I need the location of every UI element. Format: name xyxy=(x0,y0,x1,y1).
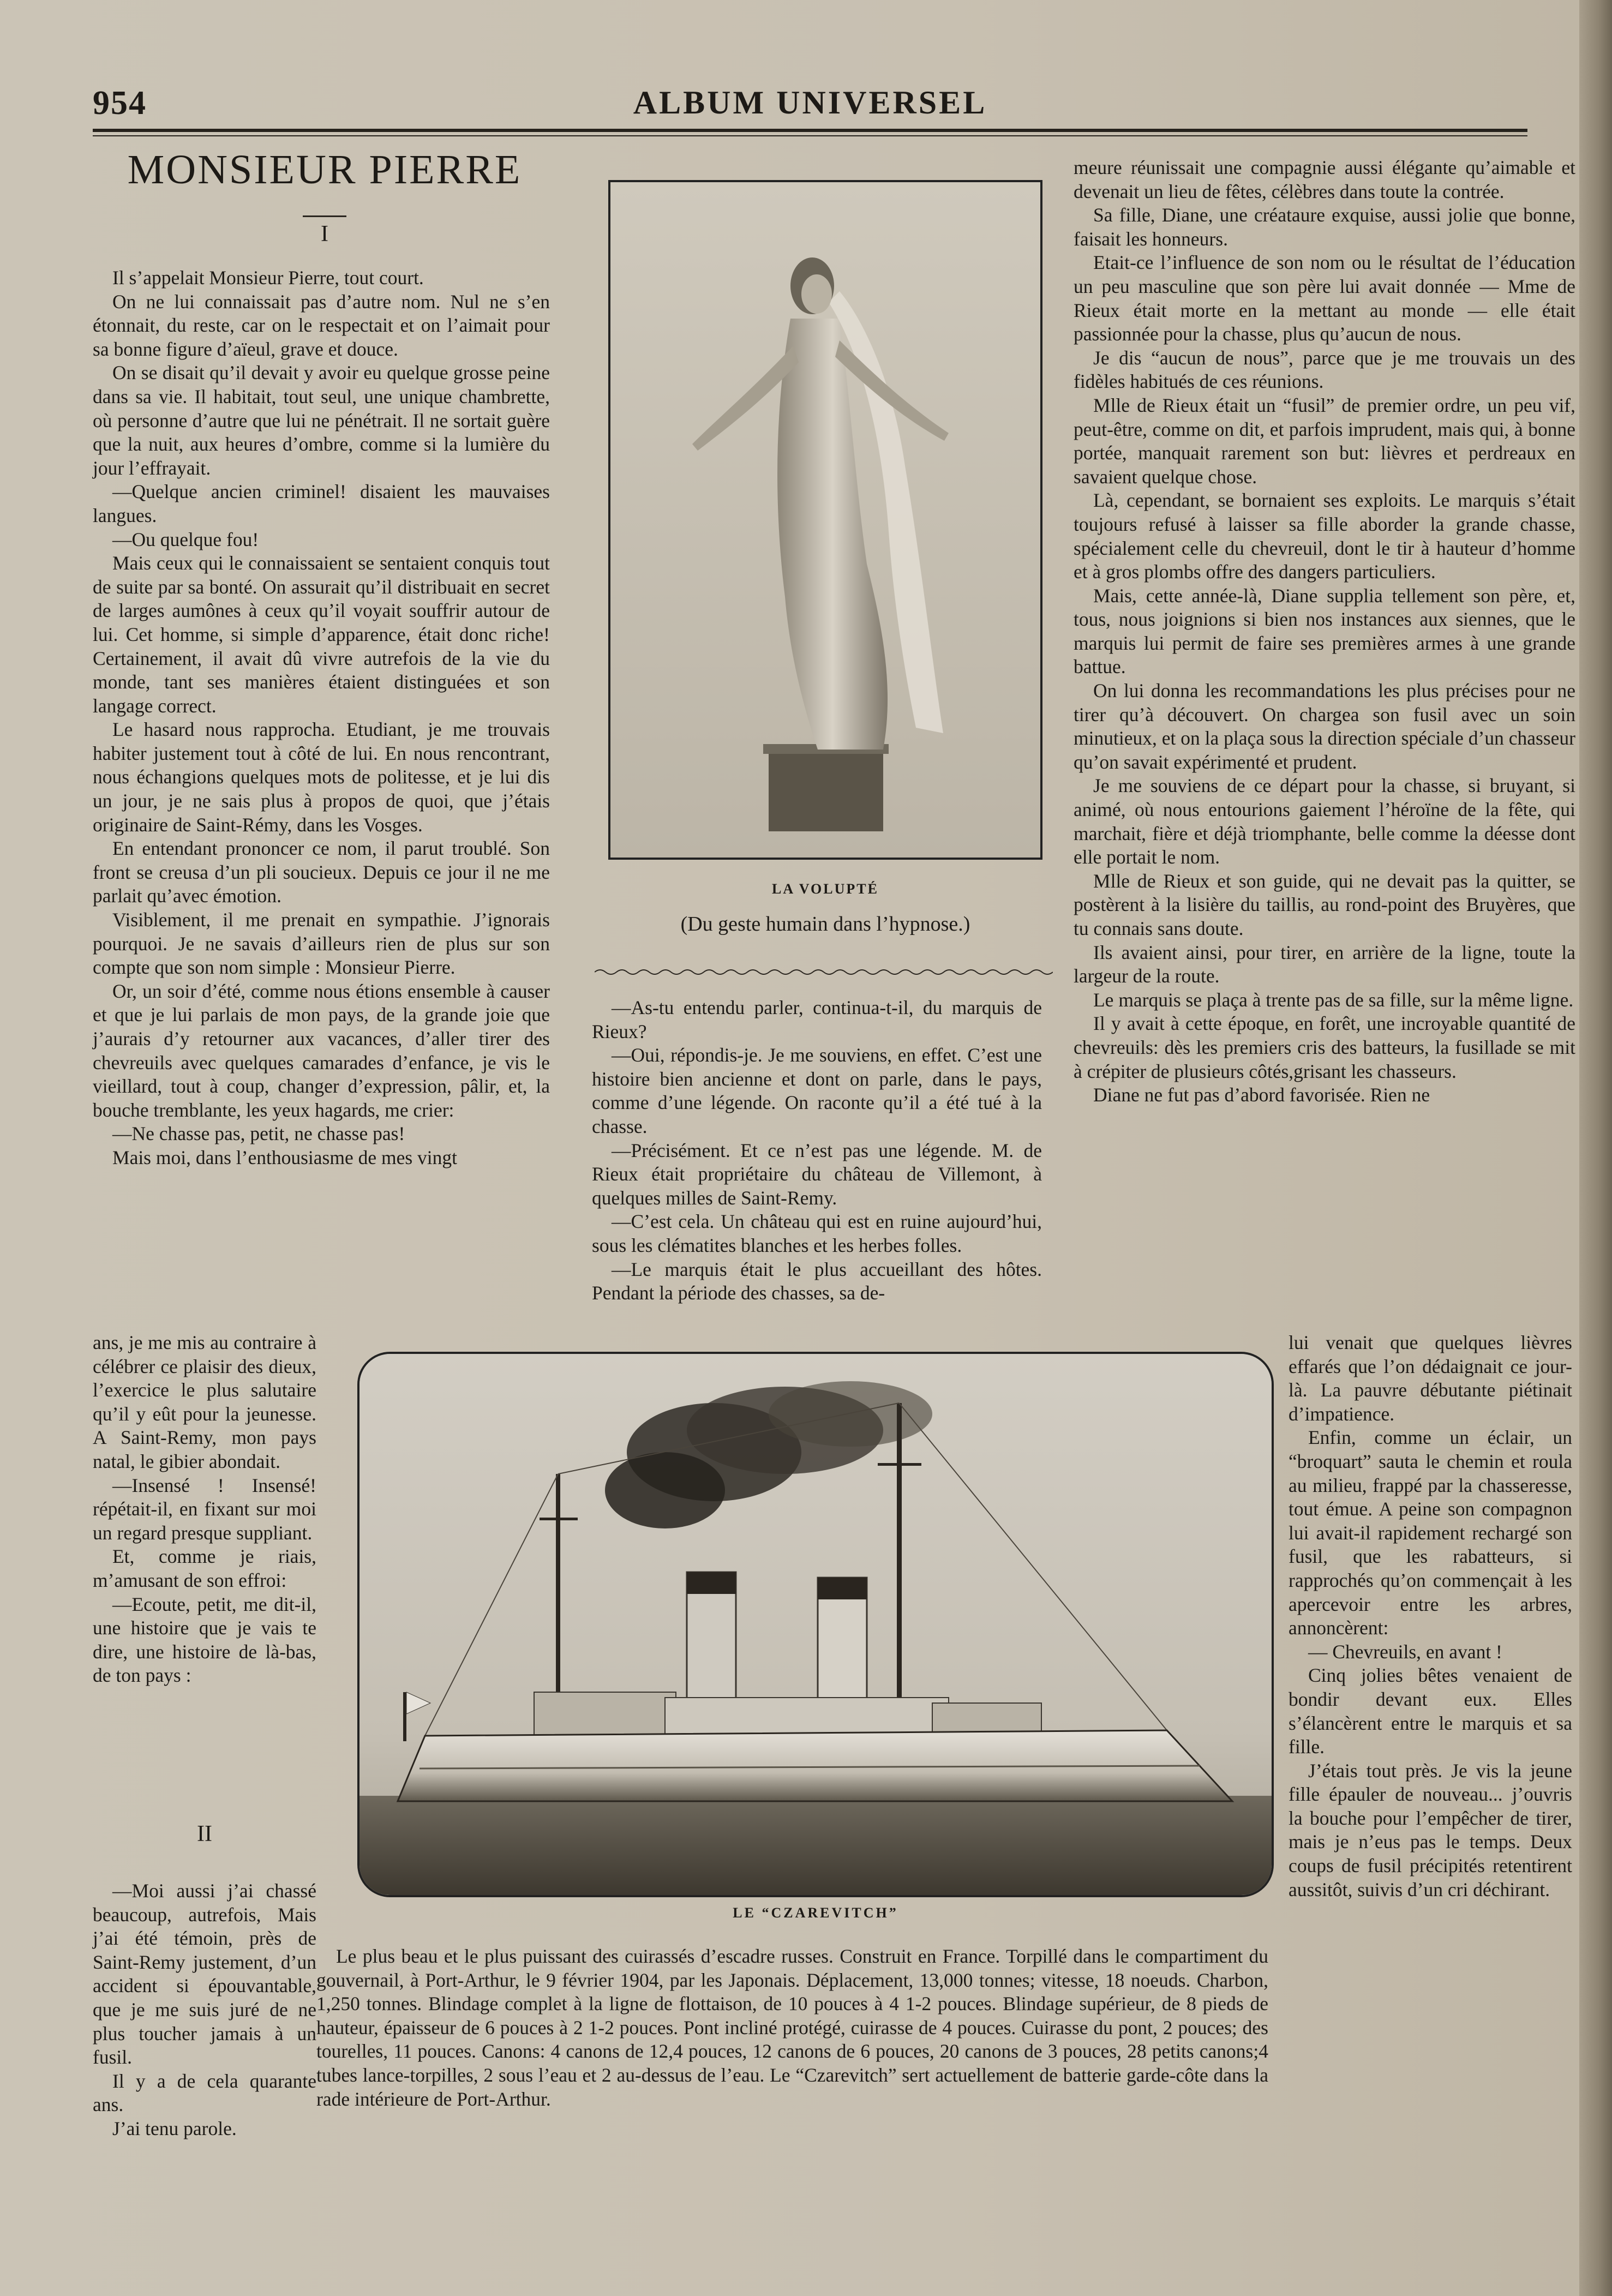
figure-1-subcaption: (Du geste humain dans l’hypnose.) xyxy=(680,913,970,936)
paragraph: —Ecoute, petit, me dit-il, une histoire que je vais te dire, une histoire de là-bas, de ton pays : xyxy=(93,1593,316,1687)
paragraph: Etait-ce l’influence de son nom ou le résultat de l’éducation un peu masculine que son père lui avait donnée — Mme de Rieux était morte en la mettant au monde — elle était passionnée pour la chasse, plus qu’aucun de nous. xyxy=(1074,251,1575,345)
paragraph: Il y a de cela quarante ans. xyxy=(93,2070,316,2116)
figure-la-volupte xyxy=(608,180,1042,860)
paragraph: Ils avaient ainsi, pour tirer, en arrière de la ligne, toute la largeur de la route. xyxy=(1074,941,1575,987)
paragraph: —As-tu entendu parler, continua-t-il, du marquis de Rieux? xyxy=(592,997,1042,1042)
statue-illustration xyxy=(610,182,1040,858)
paragraph: Le hasard nous rapprocha. Etudiant, je me trouvais habiter justement tout à côté de lui. En nous rencontrant, nous échangions quelques mots de politesse, et je lui dis un jour, je ne sais plus à propos de quoi, que j’étais originaire de Saint-Rémy, dans les Vosges. xyxy=(93,718,550,836)
article-title: MONSIEUR PIERRE xyxy=(127,147,522,193)
paragraph: —Ou quelque fou! xyxy=(112,528,259,550)
paragraph: —Oui, répondis-je. Je me souviens, en effet. C’est une histoire bien ancienne et dont on parle, dans le pays, comme d’une légende. On raconte qu’il a été tué à la chasse. xyxy=(592,1044,1042,1137)
paragraph: J’étais tout près. Je vis la jeune fille épauler de nouveau... j’ouvris la bouche pour l’empêcher de tirer, mais je n’eus pas le temps. Deux coups de fusil précipités retentirent aussitôt, suivis d’un cri déchirant. xyxy=(1289,1759,1572,1901)
paragraph: —Ne chasse pas, petit, ne chasse pas! xyxy=(112,1123,405,1145)
column-1-narrow-text-2 xyxy=(93,1879,316,2141)
paragraph: Mais moi, dans l’enthousiasme de mes vingt xyxy=(112,1146,458,1168)
paragraph: Mais ceux qui le connaissaient se sentaient conquis tout de suite par sa bonté. On assurait qu’il distribuait en secret de larges aumônes à ceux qu’il voyait souffrir autour de lui. Cet homme, si simple d’apparence, était donc riche! Certainement, il avait dû vivre autrefois de la vie du monde, tant ses manières étaient distinguées et son langage correct. xyxy=(93,552,550,717)
paragraph: Diane ne fut pas d’abord favorisée. Rien ne xyxy=(1093,1084,1430,1106)
column-3-narrow-text xyxy=(1289,1331,1572,1902)
paragraph: Je me souviens de ce départ pour la chasse, si bruyant, si animé, où nous entourions gaiement l’héroïne de la fête, qui marchait, fière et déjà triomphante, belle comme la déesse dont elle portait le nom. xyxy=(1074,775,1575,868)
paragraph: Mlle de Rieux était un “fusil” de premier ordre, un peu vif, peut-être, comme on dit, et parfois imprudent, mais qui, à bonne portée, manquait rarement son but: lièvres et perdreaux en savaient quelque chose. xyxy=(1074,394,1575,488)
paragraph: ans, je me mis au contraire à célébrer ce plaisir des dieux, l’exercice le plus salutaire qu’il y eût pour la jeunesse. A Saint-Remy, mon pays natal, le gibier abondait. xyxy=(93,1332,316,1472)
paragraph: Et, comme je riais, m’amusant de son effroi: xyxy=(93,1545,316,1591)
paragraph: —C’est cela. Un château qui est en ruine aujourd’hui, sous les clématites blanches et les herbes folles. xyxy=(592,1210,1042,1256)
paragraph: — Chevreuils, en avant ! xyxy=(1308,1640,1502,1663)
header-rule-thin xyxy=(93,135,1527,136)
paragraph: Je dis “aucun de nous”, parce que je me trouvais un des fidèles habitués de ces réunions. xyxy=(1074,346,1575,393)
paragraph: Sa fille, Diane, une créataure exquise, aussi jolie que bonne, faisait les honneurs. xyxy=(1074,204,1575,250)
paragraph: —Quelque ancien criminel! disaient les mauvaises langues. xyxy=(93,481,550,526)
paragraph: J’ai tenu parole. xyxy=(112,2117,237,2139)
paragraph: Le marquis se plaça à trente pas de sa fille, sur la même ligne. xyxy=(1093,988,1574,1011)
figure-1-caption: LA VOLUPTÉ xyxy=(772,881,879,897)
title-divider xyxy=(303,215,346,217)
paragraph: On se disait qu’il devait y avoir eu quelque grosse peine dans sa vie. Il habitait, tout seul, une unique chambrette, où personne d’autre que lui ne pénétrait. Il ne sortait guère que la nuit, aux heures d’ombre, comme si la lumière du jour l’effrayait. xyxy=(93,362,550,479)
figure-2-caption: LE “CZAREVITCH” xyxy=(733,1905,898,1921)
section-number-2: II xyxy=(197,1821,212,1847)
paragraph: En entendant prononcer ce nom, il parut troublé. Son front se creusa d’un pli soucieux. Depuis ce jour il ne me parlait qu’avec émotion. xyxy=(93,837,550,907)
figure-czarevitch xyxy=(357,1352,1274,1897)
page-spine xyxy=(1579,0,1612,2296)
wavy-divider xyxy=(595,968,1053,976)
header-rule xyxy=(93,129,1527,132)
paragraph: lui venait que quelques lièvres effarés que l’on dédaignait ce jour-là. La pauvre débutante piétinait d’impatience. xyxy=(1289,1332,1572,1425)
section-number-1: I xyxy=(321,221,328,247)
paragraph: Mlle de Rieux et son guide, qui ne devait pas la quitter, se postèrent à la lisière du taillis, au rond-point des Bruyères, que tu connais sans doute. xyxy=(1074,870,1575,939)
column-2-text xyxy=(592,996,1042,1305)
paragraph: meure réunissait une compagnie aussi élégante qu’aimable et devenait un lieu de fêtes, célèbres dans toute la contrée. xyxy=(1074,157,1575,202)
page-number: 954 xyxy=(93,85,147,122)
paragraph: Or, un soir d’été, comme nous étions ensemble à causer et que je lui parlais de mon pays, de la grande joie que j’aurais d’y retourner aux vacances, d’aller tirer des chevreuils avec quelques camarades d’enfance, je vis le vieillard, tout à coup, changer d’expression, pâlir, et, la bouche tremblante, les yeux hagards, me crier: xyxy=(93,980,550,1121)
column-1-narrow-text xyxy=(93,1331,316,1688)
paragraph: —Le marquis était le plus accueillant des hôtes. Pendant la période des chasses, sa de- xyxy=(592,1258,1042,1304)
paragraph: —Insensé ! Insensé! répétait-il, en fixant sur moi un regard presque suppliant. xyxy=(93,1474,316,1544)
battleship-photo xyxy=(359,1354,1272,1895)
paragraph: —Moi aussi j’ai chassé beaucoup, autrefois, Mais j’ai été témoin, près de Saint-Remy justement, d’un accident si épouvantable, que je me suis juré de ne plus toucher jamais à un fusil. xyxy=(93,1880,316,2069)
paragraph: —Précisément. Et ce n’est pas une légende. M. de Rieux était propriétaire du château de Villemont, à quelques milles de Saint-Remy. xyxy=(592,1139,1042,1209)
column-1-text xyxy=(93,266,550,1170)
publication-title: ALBUM UNIVERSEL xyxy=(633,85,987,121)
column-3-text xyxy=(1074,156,1575,1107)
paragraph: Cinq jolies bêtes venaient de bondir devant eux. Elles s’élancèrent entre le marquis et sa fille. xyxy=(1289,1664,1572,1758)
paragraph: Visiblement, il me prenait en sympathie. J’ignorais pourquoi. Je ne savais d’ailleurs rien de plus sur son compte que son nom simple : Monsieur Pierre. xyxy=(93,909,550,979)
paragraph: On ne lui connaissait pas d’autre nom. Nul ne s’en étonnait, du reste, car on le respectait et on l’aimait pour sa bonne figure d’aïeul, grave et douce. xyxy=(93,290,550,360)
paragraph: Mais, cette année-là, Diane supplia tellement son père, et, tous, nous joignions si bien nos instances aux siennes, que le marquis lui permit de faire ses premières armes à une grande battue. xyxy=(1074,584,1575,678)
paragraph: Il s’appelait Monsieur Pierre, tout court. xyxy=(112,267,424,289)
page-header xyxy=(93,82,1527,125)
paragraph: Enfin, comme un éclair, un “broquart” sauta le chemin et roula au milieu, frappé par la chasseresse, tout émue. A peine son compagnon lui avait-il rapidement rechargé son fusil, que les rabatteurs, si rapprochés qu’on commençait à les apercevoir entre les arbres, annoncèrent: xyxy=(1289,1426,1572,1639)
paragraph: Là, cependant, se bornaient ses exploits. Le marquis s’était toujours refusé à laisser sa fille aborder la grande chasse, spécialement celle du chevreuil, dont le tir à hauteur d’homme et à gros plombs offre des dangers particuliers. xyxy=(1074,489,1575,583)
ship-description xyxy=(316,1945,1268,2111)
paragraph: On lui donna les recommandations les plus précises pour ne tirer qu’à découvert. On chargea son fusil avec un soin minutieux, et on la plaça sous la direction spéciale d’un chasseur qu’on savait expérimenté et prudent. xyxy=(1074,680,1575,773)
paragraph: Il y avait à cette époque, en forêt, une incroyable quantité de chevreuils: dès les premiers cris des batteurs, la fusillade se mit à crépiter de plusieurs côtés,grisant les chasseurs. xyxy=(1074,1012,1575,1082)
paragraph: Le plus beau et le plus puissant des cuirassés d’escadre russes. Construit en France. Torpillé dans le compartiment du gouvernail, à Port-Arthur, le 9 février 1904, par les Japonais. Déplacement, 13,000 tonnes; vitesse, 18 noeuds. Charbon, 1,250 tonnes. Blindage complet à la ligne de flottaison, de 10 pouces à 4 1-2 pouces. Blindage supérieur, de 8 pieds de hauteur, épaisseur de 6 pouces à 2 1-2 pouces. Pont incliné protégé, cuirasse de 4 pouces. Cuirasse du pont, 2 pouces; des tourelles, 11 pouces. Canons: 4 canons de 12,4 pouces, 12 canons de 6 pouces, 20 canons de 3 pouces, 28 petits canons;4 tubes lance-torpilles, 2 sous l’eau et 2 au-dessus de l’eau. Le “Czarevitch” sert actuellement de batterie garde-côte dans la rade intérieure de Port-Arthur. xyxy=(316,1945,1268,2110)
